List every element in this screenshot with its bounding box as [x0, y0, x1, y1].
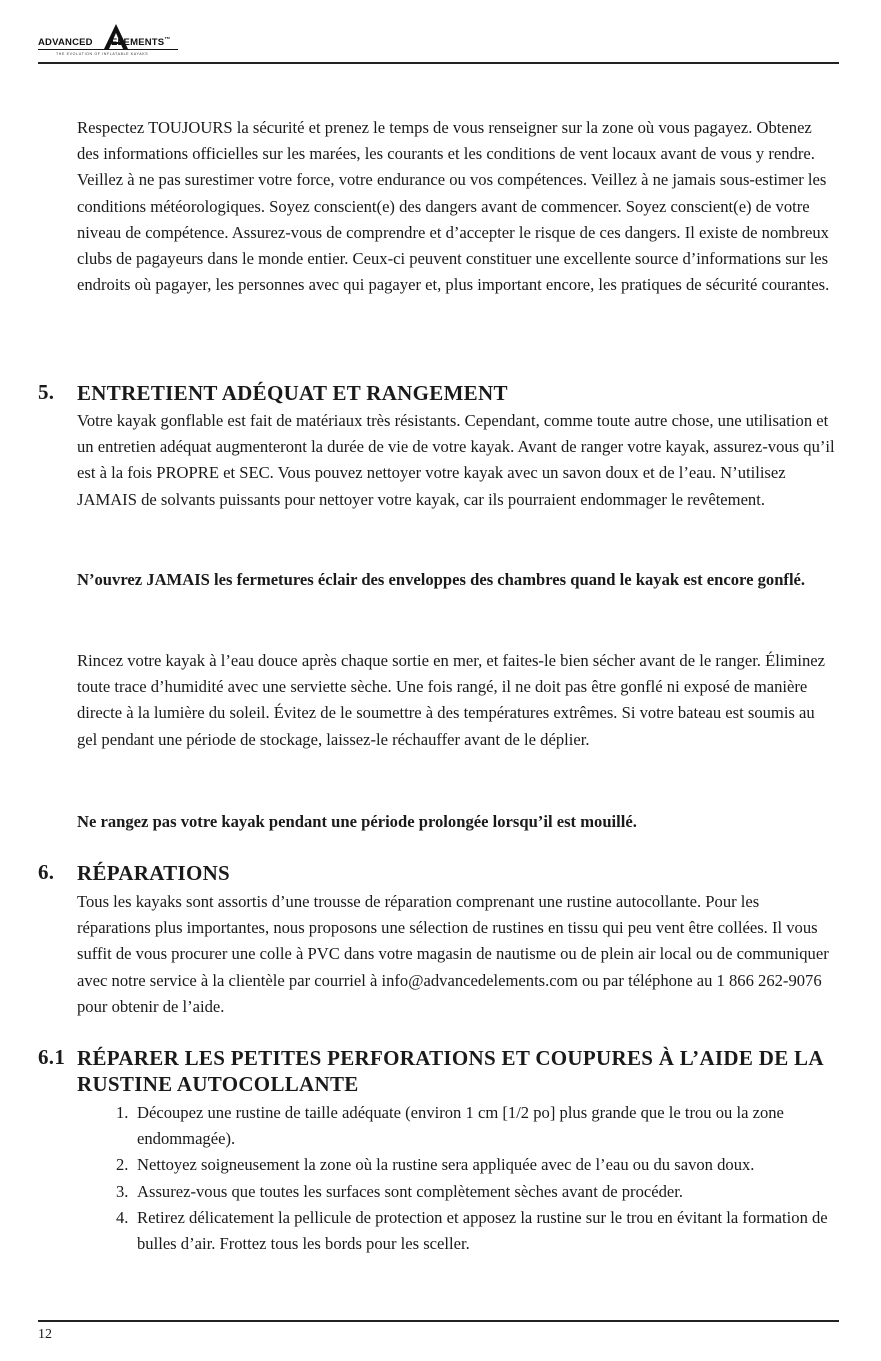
page-number: 12 [38, 1327, 52, 1342]
advanced-elements-logo [38, 22, 188, 58]
list-item: 2. Nettoyez soigneusement la zone où la rustine sera appliquée avec de l’eau ou du savon doux. [116, 1155, 755, 1175]
footer-rule [38, 1320, 839, 1322]
section-6-1-number: 6.1 [38, 1045, 66, 1069]
list-item: 1. Découpez une rustine de taille adéquate (environ 1 cm [1/2 po] plus grande que le trou ou la zone endommagée). [116, 1103, 784, 1149]
page-header [38, 22, 839, 64]
section-6-paragraph: Tous les kayaks sont assortis d’une trousse de réparation comprenant une rustine autocollante. Pour les réparations plus importantes, nous proposons une sélection de rustines en tissu qui peu vent être collées. Il vous suffit de vous procurer une colle à PVC dans votre magasin de nautisme ou de plein air local ou de communiquer avec notre service à la clientèle par courriel à info@advancedelements.com ou par téléphone au 1 866 262-9076 pour obtenir de l’aide. [77, 892, 829, 1016]
header-rule [38, 62, 839, 64]
logo-text-left: ADVANCED [38, 37, 93, 48]
section-5-paragraph-2: Rincez votre kayak à l’eau douce après chaque sortie en mer, et faites-le bien sécher avant de le ranger. Éliminez toute trace d’humidité avec une serviette sèche. Une fois rangé, il ne doit pas être gonflé ni exposé de manière directe à la lumière du soleil. Évitez de le soumettre à des températures extrêmes. Si votre bateau est soumis au gel pendant une période de stockage, laissez-le réchauffer avant de le déplier. [77, 651, 825, 749]
section-5-warning-1: N’ouvrez JAMAIS les fermetures éclair des enveloppes des chambres quand le kayak est encore gonflé. [77, 570, 806, 589]
section-5-title: ENTRETIENT ADÉQUAT ET RANGEMENT [77, 381, 508, 405]
section-6-number: 6. [38, 860, 55, 884]
section-5-paragraph-1: Votre kayak gonflable est fait de matériaux très résistants. Cependant, comme toute autre chose, une utilisation et un entretien adéquat augmenteront la durée de vie de votre kayak. Avant de ranger votre kayak, assurez-vous qu’il est à la fois PROPRE et SEC. Vous pouvez nettoyer votre kayak avec un savon doux et de l’eau. N’utilisez JAMAIS de solvants puissants pour nettoyer votre kayak, car ils pourraient endommager le revêtement. [77, 411, 835, 509]
logo-underline [38, 49, 178, 50]
section-6-1-title: RÉPARER LES PETITES PERFORATIONS ET COUPURES À L’AIDE DE LA RUSTINE AUTOCOLLANTE [77, 1046, 823, 1096]
section-5-warning-2: Ne rangez pas votre kayak pendant une période prolongée lorsqu’il est mouillé. [77, 812, 637, 831]
list-item: 3. Assurez-vous que toutes les surfaces sont complètement sèches avant de procéder. [116, 1181, 684, 1201]
list-item: 4. Retirez délicatement la pellicule de protection et apposez la rustine sur le trou en évitant la formation de bulles d’air. Frottez tous les bords pour les sceller. [116, 1207, 828, 1254]
section-6-title: RÉPARATIONS [77, 861, 231, 885]
logo-text-right: ELEMENTS™ [111, 37, 171, 48]
repair-steps-list [116, 1100, 836, 1257]
section-5-number: 5. [38, 380, 55, 404]
intro-paragraph: Respectez TOUJOURS la sécurité et prenez le temps de vous renseigner sur la zone où vous pagayez. Obtenez des informations officielles sur les marées, les courants et les conditions de vent locaux avant de vous y rendre. Veillez à ne pas surestimer votre force, votre endurance ou vos compétences. Veillez à ne jamais sous-estimer les conditions météorologiques. Soyez conscient(e) des dangers avant de commencer. Soyez conscient(e) de votre niveau de compétence. Assurez-vous de comprendre et d’accepter le risque de ces dangers. Il existe de nombreux clubs de pagayeurs dans le monde entier. Ceux-ci peuvent constituer une excellente source d’informations sur les endroits où pagayer, les personnes avec qui pagayer et, plus important encore, les pratiques de sécurité courantes. [77, 118, 830, 295]
logo-tagline: THE EVOLUTION OF INFLATABLE KAYAKS [56, 52, 149, 56]
